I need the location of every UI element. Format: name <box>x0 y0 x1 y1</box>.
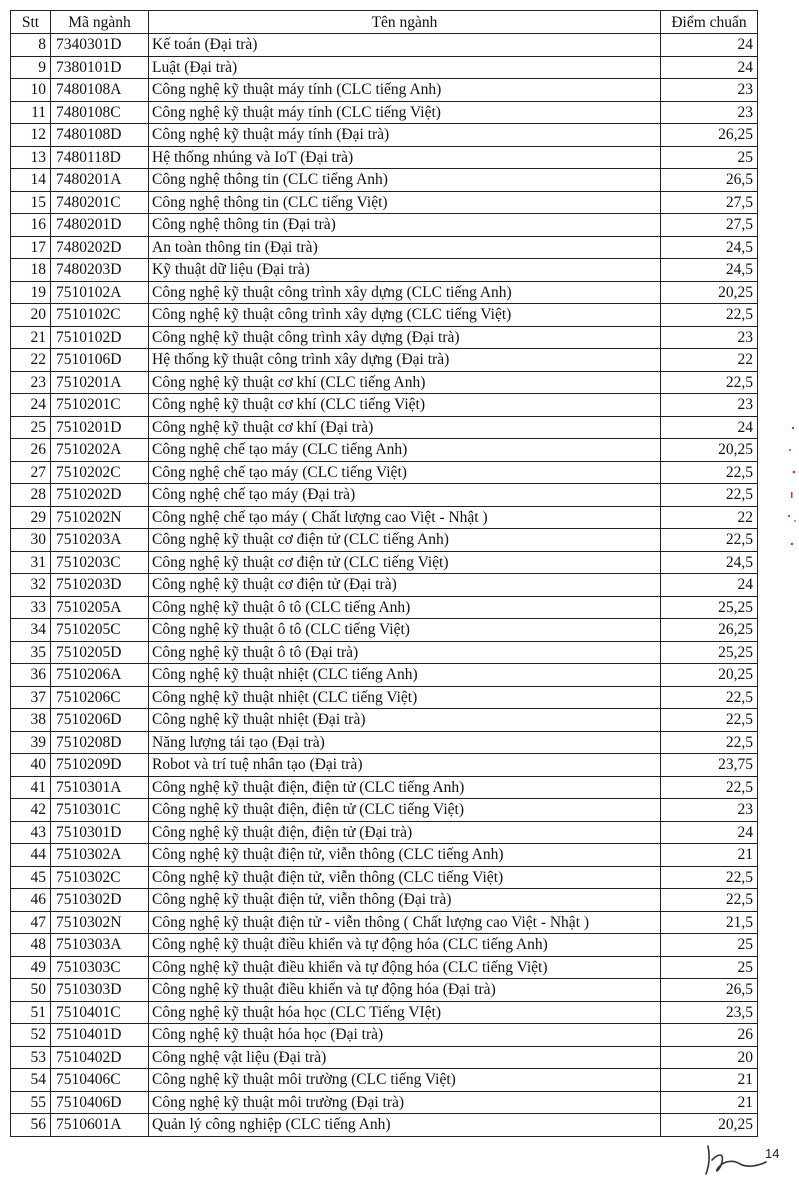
table-row <box>11 866 758 889</box>
row-major-code: 7510203C <box>51 551 149 574</box>
table-row <box>11 394 758 417</box>
row-benchmark-score: 22,5 <box>661 686 758 709</box>
row-major-name: Hệ thống kỹ thuật công trình xây dựng (Đại trà) <box>149 349 661 372</box>
table-row <box>11 574 758 597</box>
row-major-name: Công nghệ kỹ thuật điều khiển và tự động hóa (Đại trà) <box>149 979 661 1002</box>
row-major-code: 7510303A <box>51 934 149 957</box>
row-benchmark-score: 20 <box>661 1046 758 1069</box>
row-benchmark-score: 25 <box>661 934 758 957</box>
row-benchmark-score: 24 <box>661 56 758 79</box>
row-major-code: 7480201D <box>51 214 149 237</box>
row-major-code: 7510205D <box>51 641 149 664</box>
table-row <box>11 956 758 979</box>
table-row <box>11 461 758 484</box>
row-stt: 33 <box>11 596 51 619</box>
row-stt: 27 <box>11 461 51 484</box>
row-major-code: 7510302A <box>51 844 149 867</box>
row-stt: 9 <box>11 56 51 79</box>
row-benchmark-score: 22,5 <box>661 866 758 889</box>
table-row <box>11 349 758 372</box>
margin-marks <box>778 420 798 560</box>
row-benchmark-score: 27,5 <box>661 214 758 237</box>
table-row <box>11 124 758 147</box>
row-benchmark-score: 22,5 <box>661 731 758 754</box>
row-stt: 34 <box>11 619 51 642</box>
row-stt: 30 <box>11 529 51 552</box>
table-row <box>11 214 758 237</box>
row-stt: 52 <box>11 1024 51 1047</box>
table-row <box>11 281 758 304</box>
row-major-name: Công nghệ kỹ thuật điện tử, viễn thông (CLC tiếng Việt) <box>149 866 661 889</box>
table-row <box>11 56 758 79</box>
table-row <box>11 664 758 687</box>
table-row <box>11 889 758 912</box>
row-benchmark-score: 22 <box>661 349 758 372</box>
row-stt: 17 <box>11 236 51 259</box>
row-stt: 37 <box>11 686 51 709</box>
row-stt: 23 <box>11 371 51 394</box>
row-benchmark-score: 22,5 <box>661 484 758 507</box>
row-major-code: 7510201A <box>51 371 149 394</box>
row-major-name: Công nghệ kỹ thuật điều khiển và tự động hóa (CLC tiếng Việt) <box>149 956 661 979</box>
row-benchmark-score: 26 <box>661 1024 758 1047</box>
row-major-code: 7510401D <box>51 1024 149 1047</box>
row-stt: 25 <box>11 416 51 439</box>
row-benchmark-score: 22,5 <box>661 371 758 394</box>
row-stt: 41 <box>11 776 51 799</box>
row-major-name: Công nghệ chế tạo máy (CLC tiếng Việt) <box>149 461 661 484</box>
table-row <box>11 844 758 867</box>
page-number: 14 <box>765 1146 780 1161</box>
row-major-code: 7510202C <box>51 461 149 484</box>
table-body <box>11 34 758 1137</box>
row-stt: 21 <box>11 326 51 349</box>
table-row <box>11 1069 758 1092</box>
table-row <box>11 619 758 642</box>
row-major-name: Kế toán (Đại trà) <box>149 34 661 57</box>
table-row <box>11 731 758 754</box>
table-row <box>11 439 758 462</box>
row-major-code: 7510202N <box>51 506 149 529</box>
row-major-name: Công nghệ kỹ thuật công trình xây dựng (Đại trà) <box>149 326 661 349</box>
row-benchmark-score: 25 <box>661 956 758 979</box>
row-benchmark-score: 22,5 <box>661 709 758 732</box>
row-stt: 16 <box>11 214 51 237</box>
row-stt: 15 <box>11 191 51 214</box>
table-row <box>11 79 758 102</box>
row-major-name: Công nghệ chế tạo máy ( Chất lượng cao Việt - Nhật ) <box>149 506 661 529</box>
row-major-code: 7380101D <box>51 56 149 79</box>
table-row <box>11 596 758 619</box>
table-row <box>11 551 758 574</box>
header-major-code: Mã ngành <box>51 11 149 34</box>
row-stt: 22 <box>11 349 51 372</box>
row-benchmark-score: 24 <box>661 821 758 844</box>
row-major-code: 7510202D <box>51 484 149 507</box>
row-benchmark-score: 22 <box>661 506 758 529</box>
row-major-name: Công nghệ kỹ thuật điện tử, viễn thông (CLC tiếng Anh) <box>149 844 661 867</box>
admission-score-table <box>10 10 758 1137</box>
row-benchmark-score: 23 <box>661 394 758 417</box>
row-stt: 26 <box>11 439 51 462</box>
row-stt: 20 <box>11 304 51 327</box>
row-major-code: 7510208D <box>51 731 149 754</box>
row-stt: 50 <box>11 979 51 1002</box>
row-major-name: Công nghệ kỹ thuật ô tô (CLC tiếng Việt) <box>149 619 661 642</box>
row-major-code: 7510201D <box>51 416 149 439</box>
row-major-code: 7510205C <box>51 619 149 642</box>
row-major-code: 7510303D <box>51 979 149 1002</box>
row-stt: 40 <box>11 754 51 777</box>
row-major-code: 7510202A <box>51 439 149 462</box>
row-major-name: Công nghệ kỹ thuật nhiệt (CLC tiếng Anh) <box>149 664 661 687</box>
row-major-code: 7510102D <box>51 326 149 349</box>
row-stt: 28 <box>11 484 51 507</box>
table-row <box>11 506 758 529</box>
table-row <box>11 1001 758 1024</box>
row-major-code: 7510102C <box>51 304 149 327</box>
row-major-name: Công nghệ kỹ thuật công trình xây dựng (CLC tiếng Anh) <box>149 281 661 304</box>
row-major-name: Công nghệ kỹ thuật nhiệt (CLC tiếng Việt) <box>149 686 661 709</box>
row-benchmark-score: 20,25 <box>661 664 758 687</box>
row-major-code: 7480201A <box>51 169 149 192</box>
row-major-code: 7510209D <box>51 754 149 777</box>
row-stt: 38 <box>11 709 51 732</box>
row-benchmark-score: 25,25 <box>661 596 758 619</box>
table-row <box>11 304 758 327</box>
row-stt: 43 <box>11 821 51 844</box>
row-major-code: 7510402D <box>51 1046 149 1069</box>
table-row <box>11 1091 758 1114</box>
table-row <box>11 416 758 439</box>
row-major-name: Công nghệ kỹ thuật ô tô (CLC tiếng Anh) <box>149 596 661 619</box>
row-major-code: 7510206C <box>51 686 149 709</box>
row-major-name: Công nghệ thông tin (CLC tiếng Anh) <box>149 169 661 192</box>
row-major-code: 7510205A <box>51 596 149 619</box>
table-row <box>11 821 758 844</box>
row-major-name: Công nghệ vật liệu (Đại trà) <box>149 1046 661 1069</box>
row-major-name: Công nghệ kỹ thuật điện, điện tử (Đại trà) <box>149 821 661 844</box>
row-stt: 8 <box>11 34 51 57</box>
row-stt: 36 <box>11 664 51 687</box>
row-stt: 11 <box>11 101 51 124</box>
row-major-name: Công nghệ chế tạo máy (CLC tiếng Anh) <box>149 439 661 462</box>
row-benchmark-score: 26,5 <box>661 979 758 1002</box>
row-stt: 35 <box>11 641 51 664</box>
row-benchmark-score: 23,5 <box>661 1001 758 1024</box>
table-row <box>11 326 758 349</box>
row-stt: 48 <box>11 934 51 957</box>
header-benchmark-score: Điểm chuẩn <box>661 11 758 34</box>
row-stt: 44 <box>11 844 51 867</box>
row-benchmark-score: 23,75 <box>661 754 758 777</box>
row-benchmark-score: 25,25 <box>661 641 758 664</box>
row-major-code: 7510302D <box>51 889 149 912</box>
row-major-code: 7510401C <box>51 1001 149 1024</box>
row-benchmark-score: 23 <box>661 799 758 822</box>
row-major-name: Công nghệ thông tin (Đại trà) <box>149 214 661 237</box>
row-major-code: 7510206D <box>51 709 149 732</box>
row-major-name: Công nghệ kỹ thuật cơ điện tử (Đại trà) <box>149 574 661 597</box>
row-major-code: 7510406C <box>51 1069 149 1092</box>
row-major-name: An toàn thông tin (Đại trà) <box>149 236 661 259</box>
row-stt: 31 <box>11 551 51 574</box>
row-major-name: Công nghệ kỹ thuật cơ khí (CLC tiếng Anh) <box>149 371 661 394</box>
row-stt: 45 <box>11 866 51 889</box>
header-stt: Stt <box>11 11 51 34</box>
row-major-name: Công nghệ kỹ thuật môi trường (Đại trà) <box>149 1091 661 1114</box>
table-row <box>11 191 758 214</box>
row-benchmark-score: 26,25 <box>661 124 758 147</box>
table-row <box>11 1024 758 1047</box>
row-benchmark-score: 22,5 <box>661 529 758 552</box>
row-major-name: Công nghệ kỹ thuật điện tử, viễn thông (Đại trà) <box>149 889 661 912</box>
row-benchmark-score: 24 <box>661 416 758 439</box>
row-major-code: 7480203D <box>51 259 149 282</box>
table-row <box>11 754 758 777</box>
row-benchmark-score: 27,5 <box>661 191 758 214</box>
table-header-row <box>11 11 758 34</box>
table-row <box>11 776 758 799</box>
table-row <box>11 101 758 124</box>
row-major-name: Công nghệ kỹ thuật môi trường (CLC tiếng Việt) <box>149 1069 661 1092</box>
row-major-name: Công nghệ thông tin (CLC tiếng Việt) <box>149 191 661 214</box>
row-major-code: 7510406D <box>51 1091 149 1114</box>
row-benchmark-score: 23 <box>661 79 758 102</box>
row-major-name: Công nghệ kỹ thuật điện, điện tử (CLC tiếng Việt) <box>149 799 661 822</box>
row-stt: 12 <box>11 124 51 147</box>
row-stt: 18 <box>11 259 51 282</box>
row-stt: 13 <box>11 146 51 169</box>
row-major-code: 7510302N <box>51 911 149 934</box>
row-major-code: 7510601A <box>51 1114 149 1137</box>
row-major-code: 7510302C <box>51 866 149 889</box>
table-row <box>11 146 758 169</box>
table-row <box>11 259 758 282</box>
table-row <box>11 371 758 394</box>
row-stt: 19 <box>11 281 51 304</box>
table-row <box>11 686 758 709</box>
row-stt: 49 <box>11 956 51 979</box>
row-major-code: 7340301D <box>51 34 149 57</box>
signature <box>700 1138 772 1178</box>
row-stt: 56 <box>11 1114 51 1137</box>
table-row <box>11 799 758 822</box>
table-row <box>11 1046 758 1069</box>
row-benchmark-score: 24 <box>661 34 758 57</box>
row-major-code: 7510301D <box>51 821 149 844</box>
table-row <box>11 979 758 1002</box>
row-major-name: Công nghệ kỹ thuật điều khiển và tự động hóa (CLC tiếng Anh) <box>149 934 661 957</box>
row-major-name: Công nghệ kỹ thuật nhiệt (Đại trà) <box>149 709 661 732</box>
row-major-name: Quản lý công nghiệp (CLC tiếng Anh) <box>149 1114 661 1137</box>
row-major-name: Công nghệ kỹ thuật điện tử - viễn thông ( Chất lượng cao Việt - Nhật ) <box>149 911 661 934</box>
row-major-name: Công nghệ kỹ thuật hóa học (CLC Tiếng VIệt) <box>149 1001 661 1024</box>
row-major-code: 7510301A <box>51 776 149 799</box>
table-row <box>11 34 758 57</box>
table-row <box>11 911 758 934</box>
row-benchmark-score: 22,5 <box>661 776 758 799</box>
row-major-name: Công nghệ kỹ thuật máy tính (Đại trà) <box>149 124 661 147</box>
row-stt: 47 <box>11 911 51 934</box>
row-stt: 24 <box>11 394 51 417</box>
row-stt: 55 <box>11 1091 51 1114</box>
row-major-name: Luật (Đại trà) <box>149 56 661 79</box>
row-major-code: 7510203A <box>51 529 149 552</box>
row-major-name: Công nghệ kỹ thuật cơ điện tử (CLC tiếng Anh) <box>149 529 661 552</box>
row-major-name: Công nghệ kỹ thuật cơ điện tử (CLC tiếng Việt) <box>149 551 661 574</box>
row-major-code: 7480201C <box>51 191 149 214</box>
row-benchmark-score: 21 <box>661 1091 758 1114</box>
table-row <box>11 169 758 192</box>
row-major-name: Công nghệ kỹ thuật ô tô (Đại trà) <box>149 641 661 664</box>
row-stt: 54 <box>11 1069 51 1092</box>
row-major-code: 7510206A <box>51 664 149 687</box>
row-benchmark-score: 24,5 <box>661 236 758 259</box>
row-major-code: 7480108A <box>51 79 149 102</box>
row-benchmark-score: 21,5 <box>661 911 758 934</box>
row-major-name: Hệ thống nhúng và IoT (Đại trà) <box>149 146 661 169</box>
table-row <box>11 934 758 957</box>
row-major-code: 7510106D <box>51 349 149 372</box>
row-benchmark-score: 20,25 <box>661 439 758 462</box>
row-stt: 46 <box>11 889 51 912</box>
row-major-code: 7480202D <box>51 236 149 259</box>
row-major-code: 7480108C <box>51 101 149 124</box>
row-benchmark-score: 24 <box>661 574 758 597</box>
row-stt: 51 <box>11 1001 51 1024</box>
row-major-name: Công nghệ kỹ thuật cơ khí (Đại trà) <box>149 416 661 439</box>
row-major-name: Năng lượng tái tạo (Đại trà) <box>149 731 661 754</box>
row-major-code: 7510102A <box>51 281 149 304</box>
row-benchmark-score: 25 <box>661 146 758 169</box>
table-row <box>11 709 758 732</box>
row-benchmark-score: 26,5 <box>661 169 758 192</box>
row-major-name: Công nghệ chế tạo máy (Đại trà) <box>149 484 661 507</box>
row-major-name: Công nghệ kỹ thuật hóa học (Đại trà) <box>149 1024 661 1047</box>
row-benchmark-score: 21 <box>661 844 758 867</box>
row-benchmark-score: 23 <box>661 326 758 349</box>
row-benchmark-score: 22,5 <box>661 889 758 912</box>
header-major-name: Tên ngành <box>149 11 661 34</box>
row-stt: 39 <box>11 731 51 754</box>
table-row <box>11 641 758 664</box>
row-stt: 14 <box>11 169 51 192</box>
row-benchmark-score: 22,5 <box>661 304 758 327</box>
row-benchmark-score: 24,5 <box>661 551 758 574</box>
row-stt: 10 <box>11 79 51 102</box>
row-major-code: 7480108D <box>51 124 149 147</box>
row-major-name: Robot và trí tuệ nhân tạo (Đại trà) <box>149 754 661 777</box>
row-major-code: 7510303C <box>51 956 149 979</box>
row-benchmark-score: 22,5 <box>661 461 758 484</box>
row-major-code: 7480118D <box>51 146 149 169</box>
table-row <box>11 529 758 552</box>
row-major-name: Công nghệ kỹ thuật máy tính (CLC tiếng Anh) <box>149 79 661 102</box>
row-major-name: Công nghệ kỹ thuật cơ khí (CLC tiếng Việt) <box>149 394 661 417</box>
row-stt: 42 <box>11 799 51 822</box>
row-benchmark-score: 20,25 <box>661 281 758 304</box>
row-benchmark-score: 24,5 <box>661 259 758 282</box>
row-major-name: Công nghệ kỹ thuật máy tính (CLC tiếng Việt) <box>149 101 661 124</box>
table-row <box>11 484 758 507</box>
row-major-code: 7510203D <box>51 574 149 597</box>
row-benchmark-score: 23 <box>661 101 758 124</box>
row-benchmark-score: 20,25 <box>661 1114 758 1137</box>
row-major-name: Kỹ thuật dữ liệu (Đại trà) <box>149 259 661 282</box>
row-stt: 32 <box>11 574 51 597</box>
row-benchmark-score: 21 <box>661 1069 758 1092</box>
row-stt: 53 <box>11 1046 51 1069</box>
row-benchmark-score: 26,25 <box>661 619 758 642</box>
row-major-name: Công nghệ kỹ thuật công trình xây dựng (CLC tiếng Việt) <box>149 304 661 327</box>
row-major-code: 7510301C <box>51 799 149 822</box>
row-stt: 29 <box>11 506 51 529</box>
table-row <box>11 1114 758 1137</box>
table-row <box>11 236 758 259</box>
row-major-name: Công nghệ kỹ thuật điện, điện tử (CLC tiếng Anh) <box>149 776 661 799</box>
row-major-code: 7510201C <box>51 394 149 417</box>
